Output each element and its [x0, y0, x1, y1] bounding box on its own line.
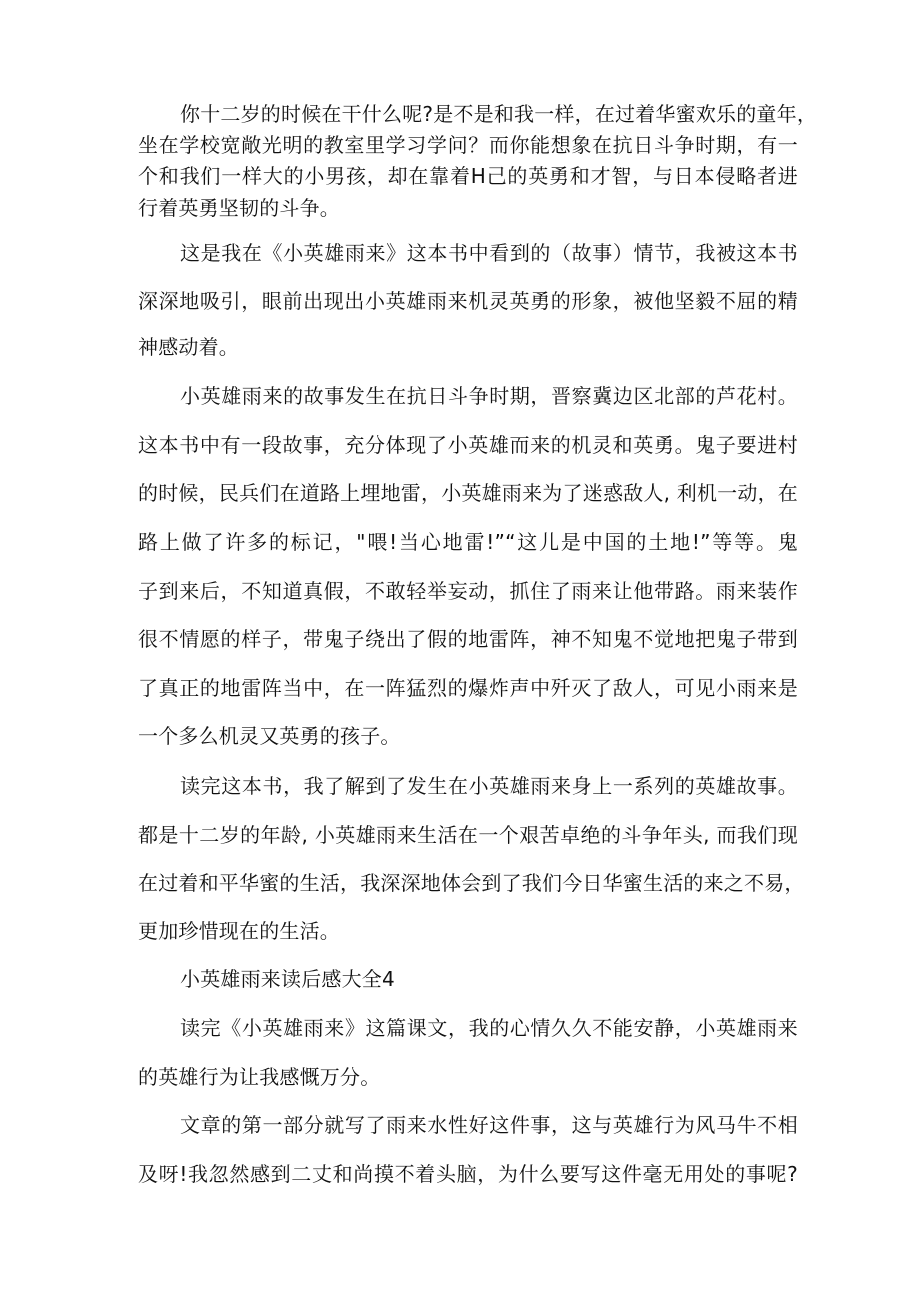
text-line: 了真正的地雷阵当中，在一阵猛烈的爆炸声中歼灭了敌人，可见小雨来是 — [138, 676, 798, 700]
text-line: 文章的第一部分就写了雨来水性好这件事，这与英雄行为风马牛不相 — [180, 1113, 798, 1137]
text-line: 个和我们一样大的小男孩，却在靠着H己的英勇和才智，与日本侵略者进 — [138, 164, 798, 188]
text-line: 子到来后，不知道真假，不敢轻举妄动，抓住了雨来让他带路。雨来装作 — [138, 579, 798, 603]
section-heading: 小英雄雨来读后感大全4 — [180, 967, 395, 991]
text-line: 神感动着。 — [138, 335, 239, 359]
text-line: 深深地吸引，眼前出现出小英雄雨来机灵英勇的形象，被他坚毅不屈的精 — [138, 289, 798, 313]
text-line: 读完《小英雄雨来》这篇课文，我的心情久久不能安静，小英雄雨来 — [180, 1016, 798, 1040]
text-line: 的英雄行为让我感慨万分。 — [138, 1065, 381, 1089]
text-line: 路上做了许多的标记，"喂!当心地雷!”“这儿是中国的土地!”等等。鬼 — [138, 530, 798, 554]
text-line: 在过着和平华蜜的生活，我深深地体会到了我们今日华蜜生活的来之不易， — [138, 871, 805, 895]
text-line: 一个多么机灵又英勇的孩子。 — [138, 724, 401, 748]
text-line: 小英雄雨来的故事发生在抗日斗争时期，晋察冀边区北部的芦花村。 — [180, 384, 798, 408]
text-line: 及呀!我忽然感到二丈和尚摸不着头脑，为什么要写这件毫无用处的事呢? — [138, 1162, 798, 1186]
text-line: 读完这本书，我了解到了发生在小英雄雨来身上一系列的英雄故事。 — [180, 774, 798, 798]
text-line: 的时候，民兵们在道路上埋地雷，小英雄雨来为了迷惑敌人, 利机一动，在 — [138, 481, 798, 505]
text-line: 这本书中有一段故事，充分体现了小英雄而来的机灵和英勇。鬼子要进村 — [138, 433, 798, 457]
text-line: 更加珍惜现在的生活。 — [138, 919, 340, 943]
text-line: 行着英勇坚韧的斗争。 — [138, 196, 340, 220]
text-line: 都是十二岁的年龄, 小英雄雨来生活在一个艰苦卓绝的斗争年头, 而我们现 — [138, 823, 798, 847]
text-line: 这是我在《小英雄雨来》这本书中看到的（故事）情节，我被这本书 — [180, 241, 798, 265]
text-line: 坐在学校宽敞光明的教室里学习学问？而你能想象在抗日斗争时期，有一 — [138, 133, 798, 157]
text-line: 很不情愿的样子，带鬼子绕出了假的地雷阵，神不知鬼不觉地把鬼子带到 — [138, 627, 798, 651]
text-line: 你十二岁的时候在干什么呢?是不是和我一样，在过着华蜜欢乐的童年， — [180, 102, 818, 126]
